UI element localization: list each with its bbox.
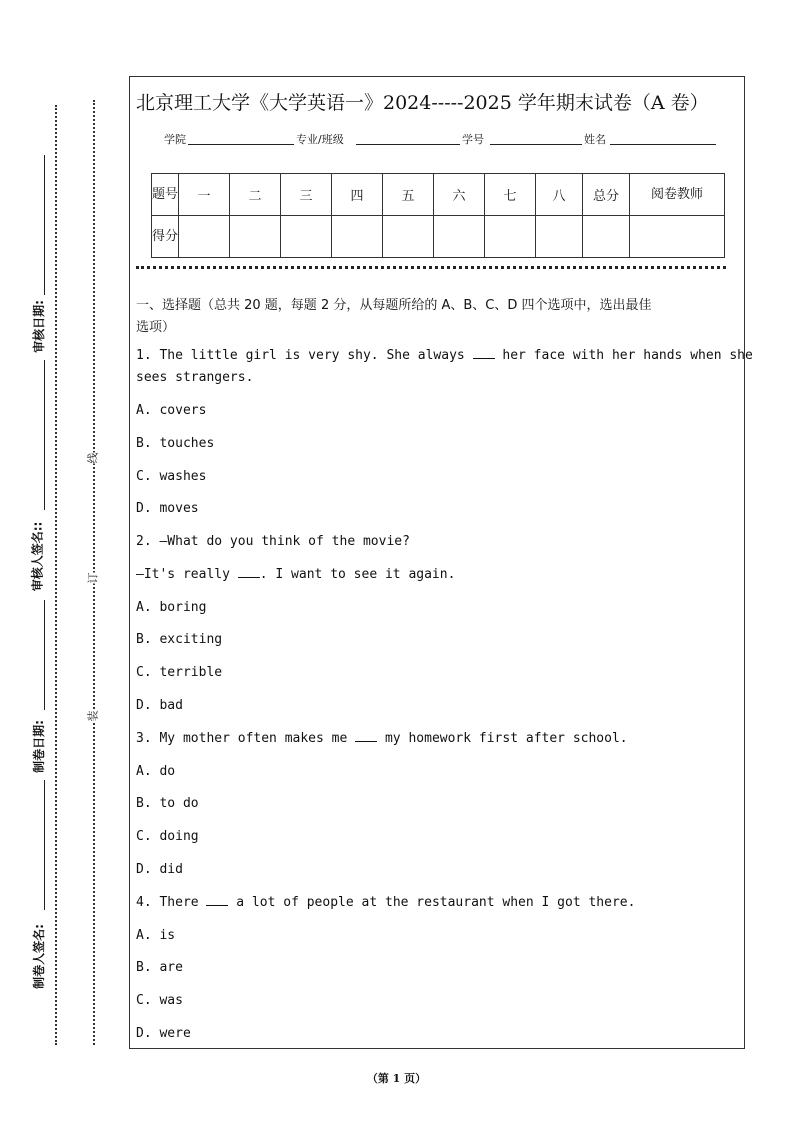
student-id-label: 学号 <box>462 133 484 146</box>
score-cell[interactable] <box>179 216 230 258</box>
q3-option-d[interactable]: D. did <box>136 862 183 877</box>
question-3-stem: 3. My mother often makes me my homework first after school. <box>136 731 628 746</box>
maker-date-label: 制卷日期: <box>31 720 46 773</box>
score-cell[interactable] <box>332 216 383 258</box>
answer-blank <box>238 577 260 578</box>
q1-option-c[interactable]: C. washes <box>136 469 207 484</box>
q1-option-d[interactable]: D. moves <box>136 501 199 516</box>
q3-option-b[interactable]: B. to do <box>136 796 199 811</box>
score-col-5: 五 <box>383 174 434 216</box>
page-number: （第 1 页） <box>366 1072 427 1085</box>
score-col-6: 六 <box>434 174 485 216</box>
college-label: 学院 <box>164 133 186 146</box>
score-cell[interactable] <box>536 216 583 258</box>
q3-option-c[interactable]: C. doing <box>136 829 199 844</box>
score-col-reviewer: 阅卷教师 <box>630 174 725 216</box>
maker-sign-label: 制卷人签名: <box>31 924 46 989</box>
score-col-8: 八 <box>536 174 583 216</box>
answer-blank <box>355 741 377 742</box>
score-cell[interactable] <box>281 216 332 258</box>
q1-option-a[interactable]: A. covers <box>136 403 207 418</box>
name-field[interactable] <box>610 144 716 145</box>
answer-blank <box>206 905 228 906</box>
college-field[interactable] <box>188 144 294 145</box>
q2-option-b[interactable]: B. exciting <box>136 632 223 647</box>
reviewer-date-label: 审核日期: <box>31 300 46 353</box>
section-heading-cont: 选项） <box>136 320 176 335</box>
score-cell[interactable] <box>230 216 281 258</box>
q4-option-c[interactable]: C. was <box>136 993 183 1008</box>
score-cell[interactable] <box>485 216 536 258</box>
question-1-stem-cont: sees strangers. <box>136 370 254 385</box>
q3-option-a[interactable]: A. do <box>136 764 176 779</box>
q4-option-d[interactable]: D. were <box>136 1026 191 1041</box>
maker-date-line[interactable] <box>44 600 45 710</box>
question-2-stem: 2. —What do you think of the movie? <box>136 534 410 549</box>
question-4-stem: 4. There a lot of people at the restaurant when I got there. <box>136 895 636 910</box>
maker-sign-line[interactable] <box>44 780 45 910</box>
score-cell[interactable] <box>383 216 434 258</box>
score-table <box>151 173 725 258</box>
score-col-2: 二 <box>230 174 281 216</box>
name-label: 姓名 <box>584 133 606 146</box>
q2-option-a[interactable]: A. boring <box>136 600 207 615</box>
major-label: 专业/班级 <box>296 133 344 146</box>
student-id-field[interactable] <box>490 144 582 145</box>
bind-char-xian: 线 <box>86 452 100 464</box>
q4-option-b[interactable]: B. are <box>136 960 183 975</box>
question-1-stem: 1. The little girl is very shy. She always her face with her hands when she <box>136 348 753 363</box>
score-col-1: 一 <box>179 174 230 216</box>
major-field[interactable] <box>356 144 460 145</box>
reviewer-sign-line[interactable] <box>44 360 45 510</box>
answer-blank <box>473 358 495 359</box>
page-title: 北京理工大学《大学英语一》2024-----2025 学年期末试卷（A 卷） <box>136 92 709 114</box>
score-row-label: 题号 <box>152 174 179 216</box>
score-col-7: 七 <box>485 174 536 216</box>
score-col-4: 四 <box>332 174 383 216</box>
score-row-label-2: 得分 <box>152 216 179 258</box>
score-cell[interactable] <box>630 216 725 258</box>
outer-dotted-line <box>55 105 57 1045</box>
score-col-3: 三 <box>281 174 332 216</box>
score-cell[interactable] <box>583 216 630 258</box>
bind-char-ding: 订 <box>86 572 100 584</box>
section-heading: 一、选择题（总共 20 题，每题 2 分，从每题所给的 A、B、C、D 四个选项中，选出最佳 <box>136 298 652 313</box>
question-2-stem-cont: —It's really . I want to see it again. <box>136 567 456 582</box>
reviewer-sign-label: 审核人签名:: <box>30 521 45 592</box>
score-col-total: 总分 <box>583 174 630 216</box>
q1-option-b[interactable]: B. touches <box>136 436 215 451</box>
q4-option-a[interactable]: A. is <box>136 928 176 943</box>
q2-option-c[interactable]: C. terrible <box>136 665 223 680</box>
reviewer-date-line[interactable] <box>44 155 45 295</box>
score-cell[interactable] <box>434 216 485 258</box>
q2-option-d[interactable]: D. bad <box>136 698 183 713</box>
bind-char-zhuang: 装 <box>86 710 100 722</box>
dotted-separator <box>136 266 726 269</box>
